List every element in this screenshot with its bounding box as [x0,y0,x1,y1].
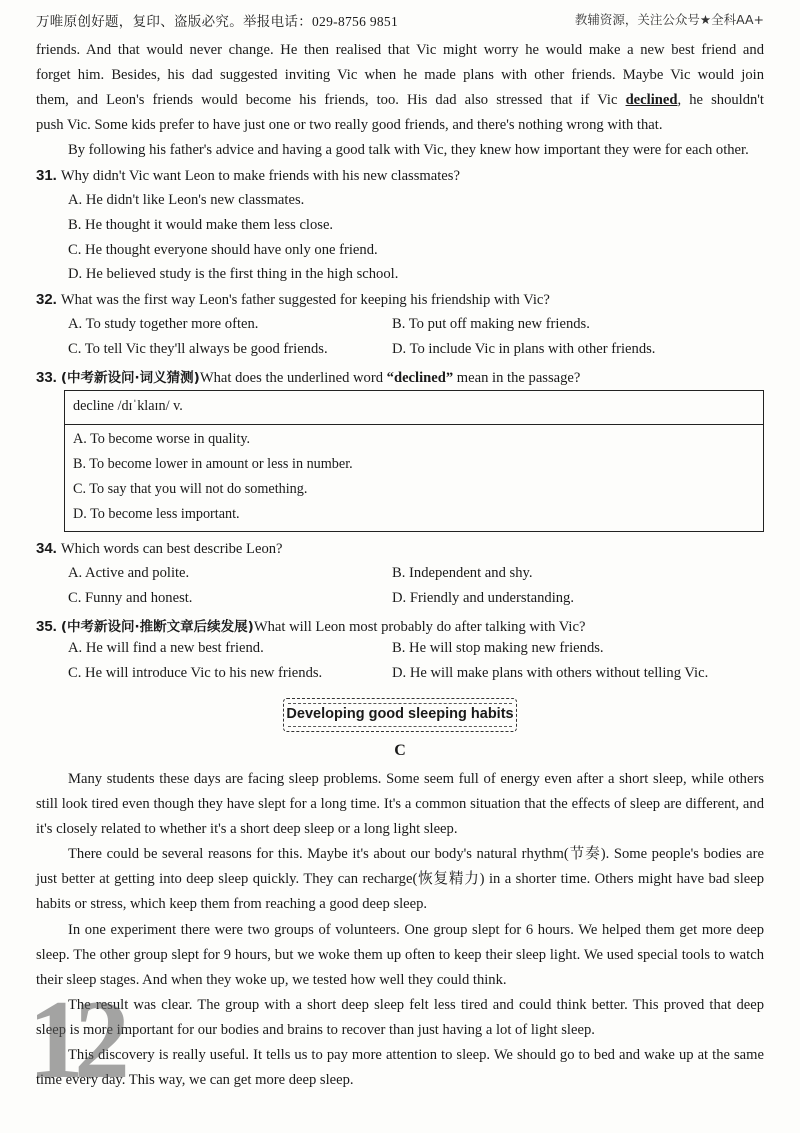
passage-b-line-5: By following his father's advice and having a good talk with Vic, they knew how important they were for each other. [68,142,749,158]
question-number: 31. [36,167,57,184]
passage-b-line-1: friends. And that would never change. He then realised that Vic might worry he would make a new best friend and [36,42,764,58]
q32-option-c[interactable]: C. To tell Vic they'll always be good friends. [68,341,328,357]
q31-option-c[interactable]: C. He thought everyone should have only one friend. [68,242,378,258]
question-32 [36,291,550,309]
question-33 [36,366,580,387]
passage-c-paragraph-2: There could be several reasons for this. Maybe it's about our body's natural rhythm(节奏). Some people's bodies are just better at getting into deep sleep quickly. They can recharge(恢复精力) in a shorter time. Others might have bad sleep habits or stress, which keep them from reaching a good deep sleep. [36,846,764,912]
question-stem: What will Leon most probably do after talking with Vic? [253,619,586,635]
topic-banner [283,698,517,732]
q35-option-a[interactable]: A. He will find a new best friend. [68,640,264,656]
page-number: 12 [28,978,120,1102]
q33-option-a[interactable]: A. To become worse in quality. [73,431,251,447]
header-copyright: 万唯原创好题，复印、盗版必究。举报电话：029-8756 9851 [36,14,399,29]
question-stem-b: mean in the passage? [453,370,581,386]
passage-c-paragraph-1: Many students these days are facing sleep problems. Some seem full of energy even after a short sleep, while others still look tired even though they have slept for a long time. It's a common situation that the effects of sleep are different, and it's closely related to whether it's a short deep sleep or a long light sleep. [36,771,764,837]
q35-option-d[interactable]: D. He will make plans with others without telling Vic. [392,665,709,681]
q35-option-b[interactable]: B. He will stop making new friends. [392,640,604,656]
q32-option-d[interactable]: D. To include Vic in plans with other friends. [392,341,656,357]
q34-option-b[interactable]: B. Independent and shy. [392,565,533,581]
dictionary-divider [65,424,763,425]
question-number: 35. [36,618,57,635]
q34-option-a[interactable]: A. Active and polite. [68,565,190,581]
passage-b-line-4: push Vic. Some kids prefer to have just one or two really good friends, and there's nothing wrong with that. [36,117,663,133]
dictionary-box [64,390,764,532]
q34-option-d[interactable]: D. Friendly and understanding. [392,590,574,606]
section-label: C [394,742,406,759]
question-stem: What was the first way Leon's father suggested for keeping his friendship with Vic? [60,292,550,308]
banner-title: Developing good sleeping habits [286,706,514,722]
question-number: 32. [36,291,57,308]
question-tag: (中考新设问·词义猜测) [60,370,200,386]
q32-option-b[interactable]: B. To put off making new friends. [392,316,590,332]
header-promo: 教辅资源，关注公众号★全科AA+ [574,12,764,27]
dictionary-headword: decline /dɪˈklaɪn/ v. [73,398,183,414]
question-35 [36,615,585,636]
passage-b-line-3 [36,92,764,109]
question-stem: Why didn't Vic want Leon to make friends with his new classmates? [60,168,460,184]
q31-option-b[interactable]: B. He thought it would make them less close. [68,217,334,233]
question-keyword: “declined” [386,370,454,386]
question-stem-a: What does the underlined word [199,370,387,386]
q33-option-b[interactable]: B. To become lower in amount or less in number. [73,456,353,472]
question-31 [36,167,460,185]
passage-b-line-3c: , he shouldn't [677,92,764,108]
q35-option-c[interactable]: C. He will introduce Vic to his new friends. [68,665,323,681]
passage-c-paragraph-4: The result was clear. The group with a short deep sleep felt less tired and could think better. This proved that deep sleep is more important for our bodies and brains to recover than just having a lot of light sleep. [36,997,764,1038]
underlined-word-declined: declined [625,92,678,108]
question-34 [36,540,283,558]
q31-option-a[interactable]: A. He didn't like Leon's new classmates. [68,192,305,208]
question-number: 33. [36,369,57,386]
q32-option-a[interactable]: A. To study together more often. [68,316,259,332]
q33-option-c[interactable]: C. To say that you will not do something. [73,481,308,497]
question-tag: (中考新设问·推断文章后续发展) [60,619,254,635]
passage-b-line-2: forget him. Besides, his dad suggested inviting Vic when he made plans with other friends. Maybe Vic would join [36,67,764,83]
q33-option-d[interactable]: D. To become less important. [73,506,240,522]
question-stem: Which words can best describe Leon? [60,541,283,557]
q34-option-c[interactable]: C. Funny and honest. [68,590,193,606]
passage-c-paragraph-5: This discovery is really useful. It tells us to pay more attention to sleep. We should go to bed and wake up at the same time every day. This way, we can get more deep sleep. [36,1047,764,1088]
passage-c-paragraph-3: In one experiment there were two groups of volunteers. One group slept for 6 hours. We helped them get more deep sleep. The other group slept for 9 hours, but we woke them up often to keep their sleep light. We used special tools to watch their sleep stages. And when they woke up, we tested how well they could think. [36,922,764,988]
q31-option-d[interactable]: D. He believed study is the first thing in the high school. [68,266,399,282]
passage-b-line-3a: them, and Leon's friends would become his friends, too. His dad also stressed that if Vic [36,92,626,108]
question-number: 34. [36,540,57,557]
page-header [36,6,764,32]
